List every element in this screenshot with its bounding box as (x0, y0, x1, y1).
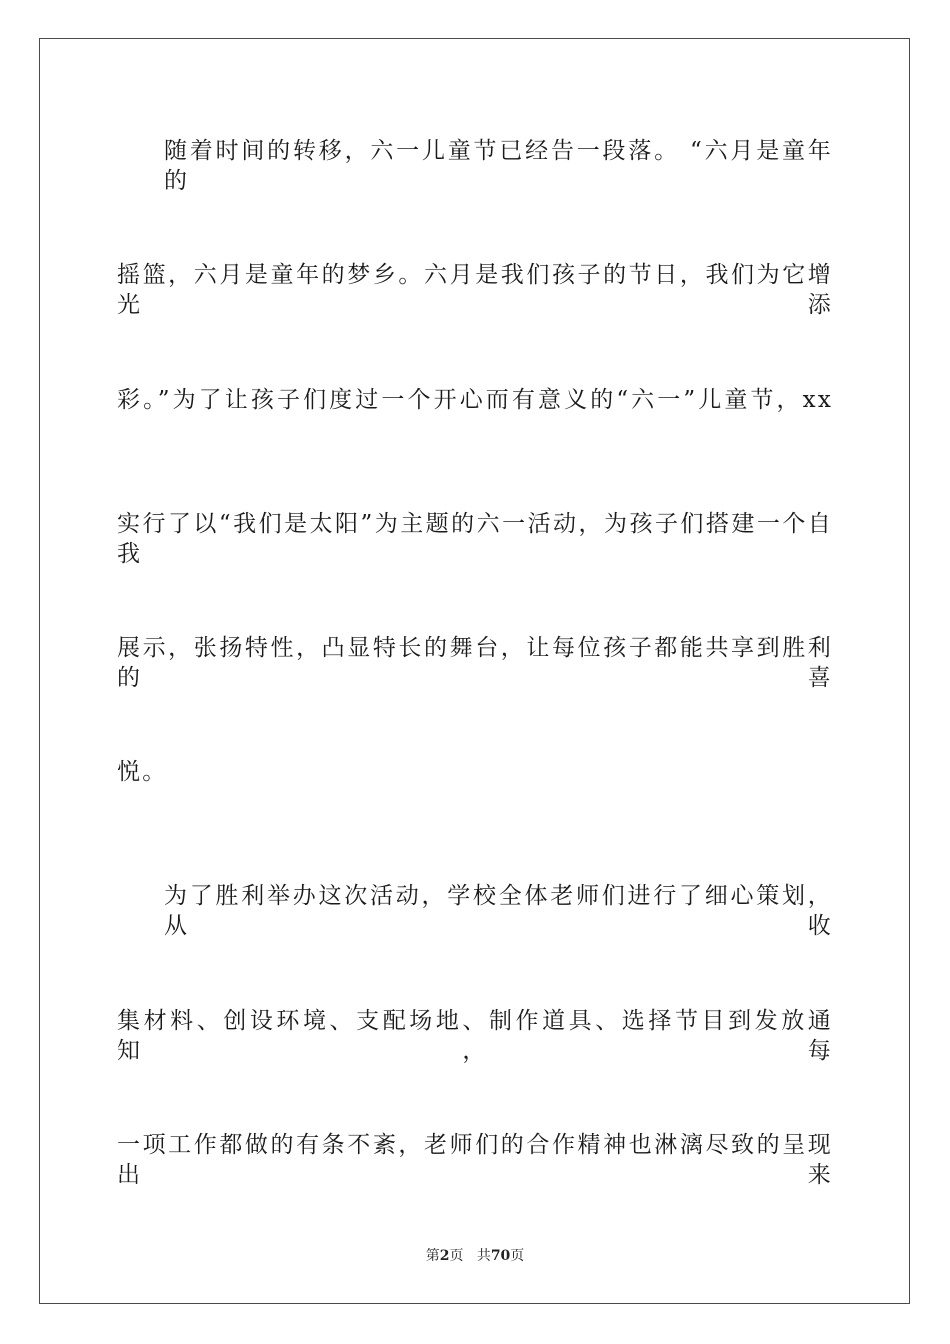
paragraph-1-line-2: 摇篮，六月是童年的梦乡。六月是我们孩子的节日，我们为它增光添 (117, 262, 833, 318)
paragraph-1-line-6: 悦。 (117, 759, 168, 785)
footer-total-prefix: 共 (476, 1248, 491, 1264)
footer-page-number: 2 (439, 1248, 450, 1264)
paragraph-1-line-4: 实行了以“我们是太阳”为主题的六一活动，为孩子们搭建一个自我 (117, 511, 833, 567)
page-footer (0, 1247, 950, 1265)
footer-total-suffix: 页 (510, 1248, 525, 1264)
paragraph-2-line-3: 一项工作都做的有条不紊，老师们的合作精神也淋漓尽致的呈现出来 (117, 1132, 833, 1188)
footer-page-suffix: 页 (449, 1248, 464, 1264)
footer-page-prefix: 第 (425, 1248, 440, 1264)
paragraph-2-line-1: 为了胜利举办这次活动，学校全体老师们进行了细心策划，从收 (164, 883, 833, 939)
footer-total-pages: 70 (490, 1248, 511, 1264)
paragraph-1-line-3: 彩。”为了让孩子们度过一个开心而有意义的“六一”儿童节，xx (117, 387, 833, 413)
paragraph-2-line-2: 集材料、创设环境、支配场地、制作道具、选择节目到发放通知，每 (117, 1008, 833, 1064)
paragraph-1-line-1: 随着时间的转移，六一儿童节已经告一段落。 “六月是童年的 (164, 138, 833, 194)
paragraph-1-line-5: 展示，张扬特性，凸显特长的舞台，让每位孩子都能共享到胜利的喜 (117, 635, 833, 691)
